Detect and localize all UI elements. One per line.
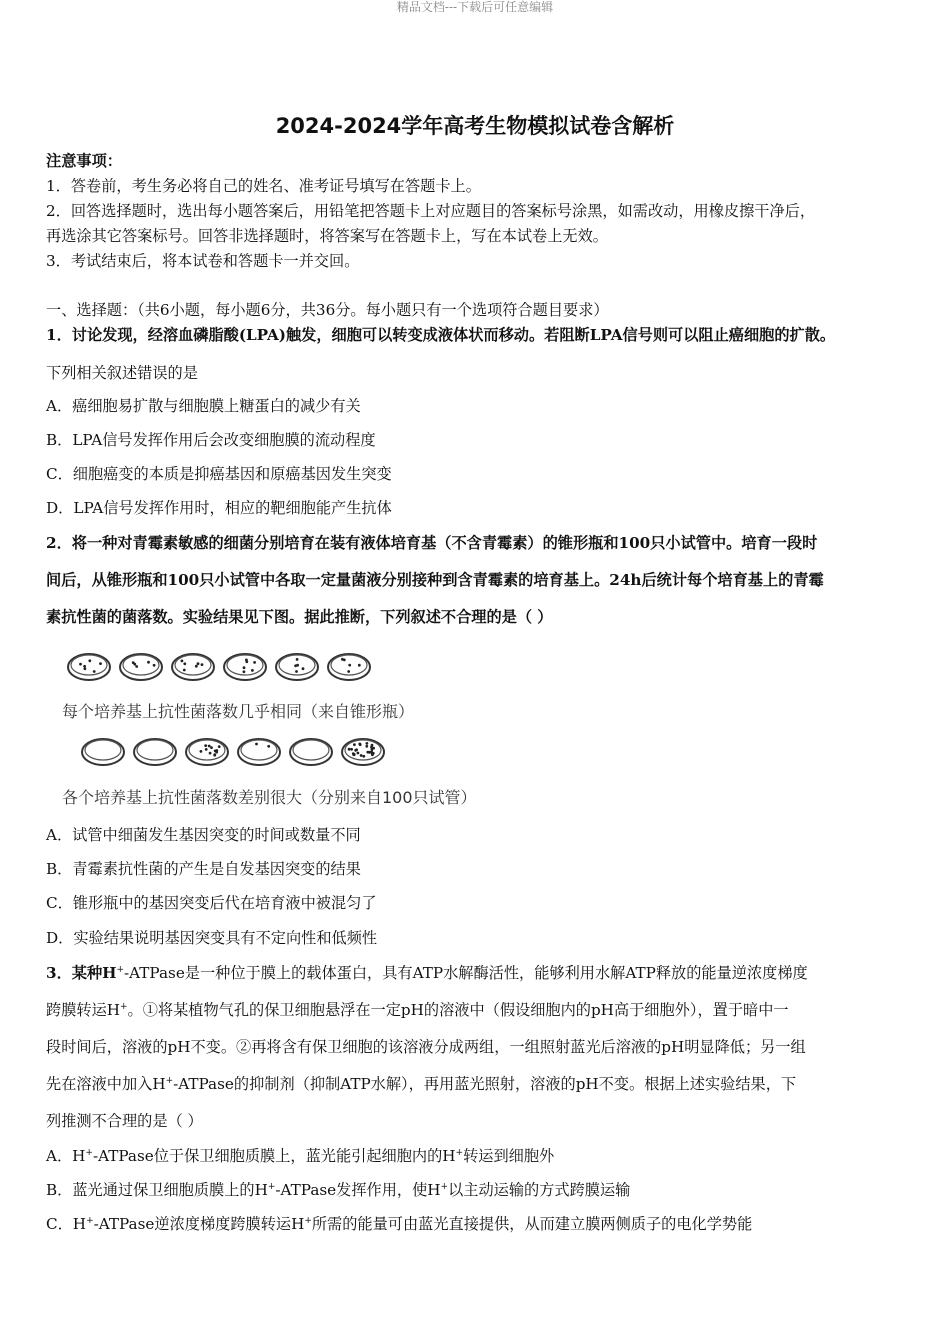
colony-dot bbox=[296, 658, 299, 661]
notice-item-2b: 再选涂其它答案标号。回答非选择题时，将答案写在答题卡上，写在本试卷上无效。 bbox=[46, 227, 608, 245]
colony-dot bbox=[132, 661, 135, 664]
colony-dot bbox=[294, 664, 297, 667]
colony-dot bbox=[215, 751, 218, 754]
q3-option-c: C．H+-ATPase逆浓度梯度跨膜转运H+所需的能量可由蓝光直接提供，从而建立膜两侧质子的电化学势能 bbox=[46, 1215, 753, 1233]
colony-dot bbox=[197, 662, 200, 665]
colony-dot bbox=[153, 664, 156, 667]
dish-row-1 bbox=[66, 650, 372, 682]
q2-option-b: B．青霉素抗性菌的产生是自发基因突变的结果 bbox=[46, 860, 361, 878]
q1-option-b: B．LPA信号发挥作用后会改变细胞膜的流动程度 bbox=[46, 431, 376, 449]
colony-dot bbox=[365, 745, 368, 748]
q2-stem-a: 2．将一种对青霉素敏感的细菌分别培育在装有液体培育基（不含青霉素）的锥形瓶和100只小试管中。培育一段时 bbox=[46, 534, 818, 552]
colony-dot bbox=[362, 755, 365, 758]
q2-option-c: C．锥形瓶中的基因突变后代在培育液中被混匀了 bbox=[46, 894, 377, 912]
page-title: 2024-2024学年高考生物模拟试卷含解析 bbox=[275, 114, 675, 138]
colony-dot bbox=[99, 662, 102, 665]
q3-line-5: 列推测不合理的是（ ） bbox=[46, 1112, 203, 1130]
colony-dot bbox=[181, 660, 184, 663]
colony-dot bbox=[183, 669, 186, 672]
colony-dot bbox=[251, 669, 254, 672]
colony-dot bbox=[205, 748, 208, 751]
notice-item-2a: 2．回答选择题时，选出每小题答案后，用铅笔把答题卡上对应题目的答案标号涂黑，如需改动，用橡皮擦干净后， bbox=[46, 202, 816, 220]
colony-dot bbox=[147, 661, 150, 664]
colony-dot bbox=[302, 667, 305, 670]
q2-option-a: A．试管中细菌发生基因突变的时间或数量不同 bbox=[46, 826, 361, 844]
q1-stem-a: 1．讨论发现，经溶血磷脂酸(LPA)触发，细胞可以转变成液体状而移动。若阻断LPA信号则可以阻止癌细胞的扩散。 bbox=[46, 326, 836, 344]
colony-dot bbox=[83, 665, 86, 668]
header-note: 精品文档---下载后可任意编辑 bbox=[396, 0, 554, 14]
q3-line-1: 3．某种H+-ATPase是一种位于膜上的载体蛋白，具有ATP水解酶活性，能够利用水解ATP释放的能量逆浓度梯度 bbox=[46, 964, 808, 982]
colony-dot bbox=[371, 753, 374, 756]
notice-heading: 注意事项： bbox=[46, 152, 122, 170]
row1-dish-2 bbox=[118, 650, 164, 682]
row2-dish-1 bbox=[80, 735, 126, 767]
row2-dish-4 bbox=[236, 735, 282, 767]
row2-dish-6 bbox=[340, 735, 386, 767]
colony-dot bbox=[183, 662, 186, 665]
colony-dot bbox=[209, 752, 212, 755]
q3-line-2: 跨膜转运H+。①将某植物气孔的保卫细胞悬浮在一定pH的溶液中（假设细胞内的pH高于细胞外），置于暗中一 bbox=[46, 1001, 789, 1019]
q3-option-b: B．蓝光通过保卫细胞质膜上的H+-ATPase发挥作用，使H+以主动运输的方式跨膜运输 bbox=[46, 1181, 631, 1199]
colony-dot bbox=[208, 745, 211, 748]
colony-dot bbox=[243, 666, 246, 669]
colony-dot bbox=[295, 670, 298, 673]
colony-dot bbox=[368, 751, 371, 754]
colony-dot bbox=[135, 665, 138, 668]
colony-dot bbox=[267, 745, 270, 748]
colony-dot bbox=[210, 746, 213, 749]
q1-option-a: A．癌细胞易扩散与细胞膜上糖蛋白的减少有关 bbox=[46, 397, 361, 415]
colony-dot bbox=[204, 744, 207, 747]
colony-dot bbox=[353, 753, 356, 756]
colony-dot bbox=[79, 663, 82, 666]
row1-dish-3 bbox=[170, 650, 216, 682]
row2-dish-5 bbox=[288, 735, 334, 767]
dish-row-2 bbox=[80, 735, 386, 767]
colony-dot bbox=[84, 667, 87, 670]
colony-dot bbox=[88, 659, 91, 662]
colony-dot bbox=[357, 752, 360, 755]
colony-dot bbox=[93, 670, 96, 673]
colony-dot bbox=[255, 743, 258, 746]
q2-stem-b: 间后，从锥形瓶和100只小试管中各取一定量菌液分别接种到含青霉素的培育基上。24h后统计每个培育基上的青霉 bbox=[46, 571, 824, 589]
colony-dot bbox=[348, 748, 351, 751]
row2-dish-2 bbox=[132, 735, 178, 767]
colony-dot bbox=[213, 753, 216, 756]
colony-dot bbox=[253, 661, 256, 664]
colony-dot bbox=[348, 664, 351, 667]
colony-dot bbox=[358, 664, 361, 667]
figure-caption-2: 各个培养基上抗性菌落数差别很大（分别来自100只试管） bbox=[62, 788, 477, 807]
figure-caption-1: 每个培养基上抗性菌落数几乎相同（来自锥形瓶） bbox=[62, 702, 415, 721]
colony-dot bbox=[200, 750, 203, 753]
row1-dish-1 bbox=[66, 650, 112, 682]
colony-dot bbox=[243, 670, 246, 673]
notice-item-1: 1．答卷前，考生务必将自己的姓名、准考证号填写在答题卡上。 bbox=[46, 177, 481, 195]
q1-option-c: C．细胞癌变的本质是抑癌基因和原癌基因发生突变 bbox=[46, 465, 392, 483]
row1-dish-5 bbox=[274, 650, 320, 682]
q3-option-a: A．H+-ATPase位于保卫细胞质膜上，蓝光能引起细胞内的H+转运到细胞外 bbox=[46, 1147, 555, 1165]
colony-dot bbox=[218, 745, 221, 748]
colony-dot bbox=[354, 749, 357, 752]
q3-line-3: 段时间后，溶液的pH不变。②再将含有保卫细胞的该溶液分成两组，一组照射蓝光后溶液的pH明显降低；另一组 bbox=[46, 1038, 806, 1056]
colony-dot bbox=[353, 743, 356, 746]
colony-dot bbox=[370, 746, 373, 749]
colony-dot bbox=[195, 665, 198, 668]
colony-dot bbox=[347, 670, 350, 673]
colony-dot bbox=[201, 663, 204, 666]
colony-dot bbox=[245, 659, 248, 662]
row1-dish-6 bbox=[326, 650, 372, 682]
colony-dot bbox=[360, 754, 363, 757]
q3-line-4: 先在溶液中加入H+-ATPase的抑制剂（抑制ATP水解），再用蓝光照射，溶液的pH不变。根据上述实验结果，下 bbox=[46, 1075, 797, 1093]
row2-dish-3 bbox=[184, 735, 230, 767]
colony-dot bbox=[366, 742, 369, 745]
colony-dot bbox=[359, 743, 362, 746]
q1-option-d: D．LPA信号发挥作用时，相应的靶细胞能产生抗体 bbox=[46, 499, 392, 517]
row1-dish-4 bbox=[222, 650, 268, 682]
colony-dot bbox=[350, 748, 353, 751]
notice-item-3: 3．考试结束后，将本试卷和答题卡一并交回。 bbox=[46, 252, 360, 270]
colony-dot bbox=[341, 658, 344, 661]
q1-stem-b: 下列相关叙述错误的是 bbox=[46, 364, 198, 382]
q2-stem-c: 素抗性菌的菌落数。实验结果见下图。据此推断，下列叙述不合理的是（ ） bbox=[46, 608, 553, 626]
q2-option-d: D．实验结果说明基因突变具有不定向性和低频性 bbox=[46, 929, 378, 947]
section-heading: 一、选择题：（共6小题，每小题6分，共36分。每小题只有一个选项符合题目要求） bbox=[46, 301, 609, 319]
